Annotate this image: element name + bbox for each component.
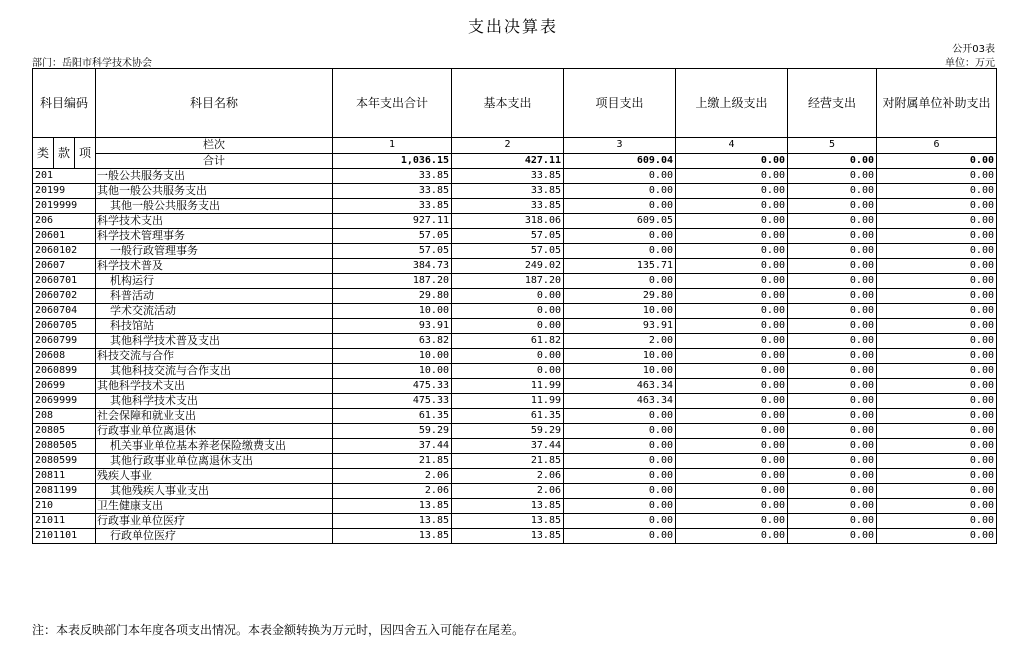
table-row: [33, 484, 997, 499]
amount-cell: 463.34: [564, 379, 676, 394]
amount-cell: 29.80: [333, 289, 452, 304]
subject-name: 机关事业单位基本养老保险缴费支出: [96, 439, 333, 454]
subject-code: 20805: [33, 424, 96, 439]
amount-cell: 0.00: [676, 244, 788, 259]
amount-cell: 318.06: [452, 214, 564, 229]
amount-cell: 0.00: [788, 439, 877, 454]
table-row: [33, 289, 997, 304]
col-number: 1: [333, 138, 452, 154]
amount-cell: 0.00: [788, 214, 877, 229]
amount-cell: 57.05: [333, 229, 452, 244]
subject-code: 2080599: [33, 454, 96, 469]
amount-cell: 0.00: [788, 334, 877, 349]
total-value: 0.00: [877, 153, 997, 169]
amount-cell: 0.00: [877, 469, 997, 484]
amount-cell: 0.00: [452, 349, 564, 364]
table-row: [33, 214, 997, 229]
unit-label: 单位：万元: [945, 58, 995, 69]
amount-cell: 0.00: [564, 169, 676, 184]
xiang-label: 项: [78, 146, 91, 160]
amount-cell: 0.00: [788, 454, 877, 469]
total-value: 0.00: [788, 153, 877, 169]
amount-cell: 135.71: [564, 259, 676, 274]
amount-cell: 0.00: [877, 454, 997, 469]
amount-cell: 0.00: [877, 409, 997, 424]
department-label: 部门：岳阳市科学技术协会: [32, 58, 152, 69]
amount-cell: 0.00: [676, 169, 788, 184]
header-total: 本年支出合计: [333, 69, 452, 138]
amount-cell: 0.00: [676, 289, 788, 304]
amount-cell: 10.00: [564, 304, 676, 319]
col-number: 4: [676, 138, 788, 154]
amount-cell: 0.00: [877, 319, 997, 334]
amount-cell: 463.34: [564, 394, 676, 409]
amount-cell: 0.00: [788, 499, 877, 514]
amount-cell: 0.00: [877, 394, 997, 409]
amount-cell: 0.00: [788, 199, 877, 214]
subject-name: 一般公共服务支出: [96, 169, 333, 184]
amount-cell: 0.00: [877, 214, 997, 229]
amount-cell: 0.00: [564, 244, 676, 259]
amount-cell: 0.00: [877, 499, 997, 514]
subject-name: 机构运行: [96, 274, 333, 289]
header-row: [33, 69, 997, 138]
header-upper: 上缴上级支出: [676, 69, 788, 138]
subject-code: 2081199: [33, 484, 96, 499]
amount-cell: 0.00: [788, 244, 877, 259]
subject-code: 2101101: [33, 529, 96, 544]
table-row: [33, 409, 997, 424]
amount-cell: 0.00: [877, 424, 997, 439]
subject-code: 20199: [33, 184, 96, 199]
subject-name: 其他一般公共服务支出: [96, 184, 333, 199]
amount-cell: 0.00: [564, 409, 676, 424]
page-title: 支出决算表: [467, 17, 558, 36]
amount-cell: 0.00: [676, 319, 788, 334]
header-code: 科目编码: [33, 69, 96, 138]
amount-cell: 0.00: [676, 229, 788, 244]
amount-cell: 2.06: [333, 469, 452, 484]
table-row: [33, 424, 997, 439]
subject-name: 科技交流与合作: [96, 349, 333, 364]
total-value: 0.00: [676, 153, 788, 169]
amount-cell: 93.91: [333, 319, 452, 334]
amount-cell: 0.00: [564, 184, 676, 199]
amount-cell: 11.99: [452, 394, 564, 409]
subject-name: 行政事业单位医疗: [96, 514, 333, 529]
subject-code: 2060701: [33, 274, 96, 289]
amount-cell: 0.00: [564, 229, 676, 244]
amount-cell: 10.00: [564, 349, 676, 364]
amount-cell: 0.00: [877, 379, 997, 394]
amount-cell: 0.00: [877, 304, 997, 319]
amount-cell: 0.00: [676, 514, 788, 529]
subject-code: 206: [33, 214, 96, 229]
amount-cell: 0.00: [676, 304, 788, 319]
subject-code: 2060704: [33, 304, 96, 319]
amount-cell: 59.29: [333, 424, 452, 439]
amount-cell: 0.00: [564, 469, 676, 484]
amount-cell: 0.00: [877, 244, 997, 259]
amount-cell: 249.02: [452, 259, 564, 274]
total-row: [33, 153, 997, 169]
header-project: 项目支出: [564, 69, 676, 138]
amount-cell: 0.00: [676, 199, 788, 214]
amount-cell: 0.00: [877, 349, 997, 364]
table-row: [33, 244, 997, 259]
subject-name: 其他科学技术普及支出: [96, 334, 333, 349]
amount-cell: 13.85: [333, 529, 452, 544]
subject-name: 社会保障和就业支出: [96, 409, 333, 424]
amount-cell: 29.80: [564, 289, 676, 304]
subject-name: 科技馆站: [96, 319, 333, 334]
subject-code: 20811: [33, 469, 96, 484]
subject-code: 2060799: [33, 334, 96, 349]
header-business: 经营支出: [788, 69, 877, 138]
table-row: [33, 364, 997, 379]
subject-code: 201: [33, 169, 96, 184]
subject-name: 残疾人事业: [96, 469, 333, 484]
subject-code: 2060102: [33, 244, 96, 259]
amount-cell: 61.35: [452, 409, 564, 424]
amount-cell: 0.00: [676, 184, 788, 199]
amount-cell: 609.05: [564, 214, 676, 229]
amount-cell: 0.00: [877, 184, 997, 199]
amount-cell: 0.00: [788, 274, 877, 289]
column-number-row: [33, 138, 997, 154]
subject-name: 行政事业单位离退休: [96, 424, 333, 439]
amount-cell: 0.00: [788, 184, 877, 199]
subject-code: 210: [33, 499, 96, 514]
amount-cell: 13.85: [452, 514, 564, 529]
table-row: [33, 259, 997, 274]
form-number: 公开03表: [952, 44, 995, 55]
kuan-label: 款: [54, 138, 75, 168]
amount-cell: 0.00: [676, 454, 788, 469]
table-row: [33, 469, 997, 484]
amount-cell: 0.00: [452, 304, 564, 319]
table-row: [33, 514, 997, 529]
table-row: [33, 529, 997, 544]
amount-cell: 0.00: [877, 334, 997, 349]
amount-cell: 11.99: [452, 379, 564, 394]
subject-name: 其他科技交流与合作支出: [96, 364, 333, 379]
amount-cell: 13.85: [452, 499, 564, 514]
amount-cell: 57.05: [452, 229, 564, 244]
subject-code: 20699: [33, 379, 96, 394]
amount-cell: 33.85: [452, 184, 564, 199]
table-row: [33, 439, 997, 454]
amount-cell: 33.85: [333, 184, 452, 199]
amount-cell: 93.91: [564, 319, 676, 334]
amount-cell: 33.85: [333, 199, 452, 214]
amount-cell: 0.00: [564, 514, 676, 529]
amount-cell: 0.00: [788, 289, 877, 304]
table-row: [33, 199, 997, 214]
amount-cell: 0.00: [877, 289, 997, 304]
amount-cell: 61.35: [333, 409, 452, 424]
lei-label: 类: [33, 138, 54, 168]
amount-cell: 10.00: [333, 349, 452, 364]
table-row: [33, 454, 997, 469]
subject-name: 其他科学技术支出: [96, 379, 333, 394]
table-row: [33, 184, 997, 199]
amount-cell: 0.00: [788, 409, 877, 424]
col-number: 2: [452, 138, 564, 154]
amount-cell: 0.00: [676, 439, 788, 454]
amount-cell: 61.82: [452, 334, 564, 349]
col-number: 5: [788, 138, 877, 154]
header-name: 科目名称: [96, 69, 333, 138]
total-value: 1,036.15: [333, 153, 452, 169]
amount-cell: 0.00: [676, 334, 788, 349]
amount-cell: 0.00: [564, 454, 676, 469]
amount-cell: 2.00: [564, 334, 676, 349]
table-row: [33, 229, 997, 244]
amount-cell: 57.05: [333, 244, 452, 259]
amount-cell: 57.05: [452, 244, 564, 259]
table-row: [33, 304, 997, 319]
subject-code: 2069999: [33, 394, 96, 409]
amount-cell: 475.33: [333, 394, 452, 409]
table-row: [33, 349, 997, 364]
amount-cell: 0.00: [788, 169, 877, 184]
subject-name: 一般行政管理事务: [96, 244, 333, 259]
col-number: 6: [877, 138, 997, 154]
subject-code: 208: [33, 409, 96, 424]
amount-cell: 0.00: [788, 259, 877, 274]
amount-cell: 0.00: [788, 484, 877, 499]
subject-name: 科学技术普及: [96, 259, 333, 274]
amount-cell: 0.00: [676, 424, 788, 439]
amount-cell: 10.00: [333, 304, 452, 319]
total-value: 609.04: [564, 153, 676, 169]
heji-label: 合计: [96, 153, 333, 169]
amount-cell: 0.00: [676, 529, 788, 544]
subject-code: 20601: [33, 229, 96, 244]
table-row: [33, 499, 997, 514]
amount-cell: 33.85: [452, 199, 564, 214]
subject-name: 学术交流活动: [96, 304, 333, 319]
subject-code: 21011: [33, 514, 96, 529]
amount-cell: 0.00: [877, 199, 997, 214]
subject-code: 2019999: [33, 199, 96, 214]
amount-cell: 33.85: [452, 169, 564, 184]
table-row: [33, 319, 997, 334]
amount-cell: 0.00: [788, 424, 877, 439]
amount-cell: 0.00: [877, 169, 997, 184]
subject-name: 卫生健康支出: [96, 499, 333, 514]
amount-cell: 0.00: [877, 229, 997, 244]
subject-name: 行政单位医疗: [96, 529, 333, 544]
amount-cell: 63.82: [333, 334, 452, 349]
subject-code: 20607: [33, 259, 96, 274]
amount-cell: 0.00: [877, 274, 997, 289]
table-row: [33, 169, 997, 184]
footnote: 注：本表反映部门本年度各项支出情况。本表金额转换为万元时，因四舍五入可能存在尾差。: [32, 623, 525, 637]
amount-cell: 0.00: [676, 364, 788, 379]
amount-cell: 0.00: [676, 379, 788, 394]
amount-cell: 0.00: [788, 349, 877, 364]
header-basic: 基本支出: [452, 69, 564, 138]
amount-cell: 0.00: [877, 514, 997, 529]
table-row: [33, 274, 997, 289]
amount-cell: 187.20: [333, 274, 452, 289]
expenditure-table: [32, 68, 997, 544]
amount-cell: 0.00: [788, 469, 877, 484]
amount-cell: 0.00: [564, 274, 676, 289]
amount-cell: 0.00: [564, 424, 676, 439]
amount-cell: 0.00: [452, 289, 564, 304]
amount-cell: 0.00: [788, 304, 877, 319]
amount-cell: 0.00: [564, 199, 676, 214]
subject-code: 2060899: [33, 364, 96, 379]
table-row: [33, 394, 997, 409]
amount-cell: 0.00: [877, 484, 997, 499]
table-row: [33, 334, 997, 349]
amount-cell: 37.44: [452, 439, 564, 454]
lanci-label: 栏次: [96, 138, 333, 154]
subject-code: 2060705: [33, 319, 96, 334]
header-subsidy: 对附属单位补助支出: [877, 69, 997, 138]
amount-cell: 0.00: [676, 469, 788, 484]
subject-name: 其他科学技术支出: [96, 394, 333, 409]
amount-cell: 0.00: [788, 364, 877, 379]
amount-cell: 0.00: [788, 229, 877, 244]
amount-cell: 0.00: [877, 439, 997, 454]
amount-cell: 37.44: [333, 439, 452, 454]
amount-cell: 21.85: [452, 454, 564, 469]
amount-cell: 2.06: [452, 484, 564, 499]
amount-cell: 475.33: [333, 379, 452, 394]
subject-code: 2060702: [33, 289, 96, 304]
amount-cell: 0.00: [877, 364, 997, 379]
amount-cell: 13.85: [452, 529, 564, 544]
amount-cell: 13.85: [333, 514, 452, 529]
amount-cell: 0.00: [564, 484, 676, 499]
amount-cell: 13.85: [333, 499, 452, 514]
amount-cell: 0.00: [788, 529, 877, 544]
amount-cell: 59.29: [452, 424, 564, 439]
amount-cell: 0.00: [564, 529, 676, 544]
subject-name: 其他行政事业单位离退休支出: [96, 454, 333, 469]
amount-cell: 2.06: [452, 469, 564, 484]
amount-cell: 0.00: [877, 529, 997, 544]
amount-cell: 10.00: [564, 364, 676, 379]
amount-cell: 2.06: [333, 484, 452, 499]
amount-cell: 0.00: [564, 499, 676, 514]
amount-cell: 0.00: [452, 364, 564, 379]
amount-cell: 0.00: [452, 319, 564, 334]
amount-cell: 0.00: [788, 514, 877, 529]
amount-cell: 0.00: [676, 484, 788, 499]
amount-cell: 33.85: [333, 169, 452, 184]
amount-cell: 384.73: [333, 259, 452, 274]
col-number: 3: [564, 138, 676, 154]
subject-name: 其他残疾人事业支出: [96, 484, 333, 499]
subject-name: 其他一般公共服务支出: [96, 199, 333, 214]
table-row: [33, 379, 997, 394]
amount-cell: 0.00: [788, 379, 877, 394]
amount-cell: 0.00: [676, 274, 788, 289]
amount-cell: 0.00: [564, 439, 676, 454]
subject-code: 2080505: [33, 439, 96, 454]
amount-cell: 0.00: [676, 394, 788, 409]
subject-code: 20608: [33, 349, 96, 364]
subject-name: 科学技术支出: [96, 214, 333, 229]
amount-cell: 0.00: [788, 319, 877, 334]
lei-kuan-xiang-cell: [33, 138, 96, 169]
amount-cell: 927.11: [333, 214, 452, 229]
amount-cell: 0.00: [676, 259, 788, 274]
amount-cell: 0.00: [788, 394, 877, 409]
amount-cell: 10.00: [333, 364, 452, 379]
subject-name: 科普活动: [96, 289, 333, 304]
amount-cell: 0.00: [676, 409, 788, 424]
amount-cell: 187.20: [452, 274, 564, 289]
amount-cell: 0.00: [676, 349, 788, 364]
amount-cell: 21.85: [333, 454, 452, 469]
total-value: 427.11: [452, 153, 564, 169]
subject-name: 科学技术管理事务: [96, 229, 333, 244]
amount-cell: 0.00: [877, 259, 997, 274]
amount-cell: 0.00: [676, 214, 788, 229]
amount-cell: 0.00: [676, 499, 788, 514]
